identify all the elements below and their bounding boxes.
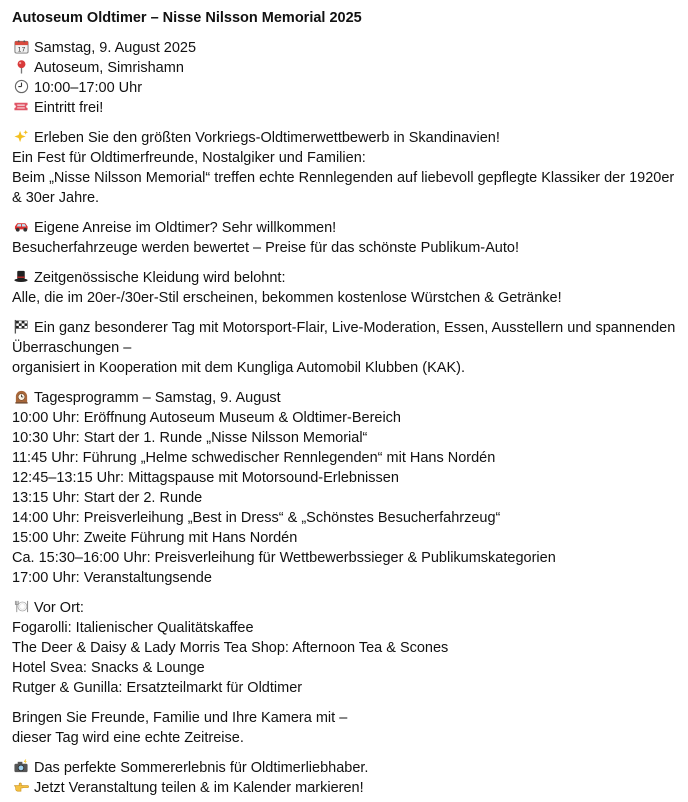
bring-line-2: dieser Tag wird eine echte Zeitreise.	[12, 730, 244, 746]
special-text-1: Ein ganz besonderer Tag mit Motorsport-Flair, Live-Moderation, Essen, Ausstellern und spannenden Überraschungen –	[12, 320, 676, 356]
location-text: Autoseum, Simrishamn	[34, 60, 184, 76]
intro-section	[12, 128, 678, 208]
onsite-item: The Deer & Daisy & Lady Morris Tea Shop: Afternoon Tea & Scones	[12, 640, 449, 656]
closing-text-2: Jetzt Veranstaltung teilen & im Kalender markieren!	[34, 780, 364, 796]
arrival-section	[12, 218, 678, 258]
intro-line-3: Beim „Nisse Nilsson Memorial“ treffen echte Rennlegenden auf liebevoll gepflegte Klassiker der 1920er & 30er Jahre.	[12, 170, 675, 206]
intro-line-1	[12, 128, 678, 148]
arrival-line-2: Besucherfahrzeuge werden bewertet – Preise für das schönste Publikum-Auto!	[12, 240, 519, 256]
program-item: 13:15 Uhr: Start der 2. Runde	[12, 490, 203, 506]
pin-icon	[12, 58, 30, 78]
intro-text-1: Erleben Sie den größten Vorkriegs-Oldtimerwettbewerb in Skandinavien!	[34, 130, 500, 146]
program-heading	[12, 388, 678, 408]
sparkles-icon	[12, 128, 30, 148]
program-item: 14:00 Uhr: Preisverleihung „Best in Dress“ & „Schönstes Besucherfahrzeug“	[12, 510, 501, 526]
mantelpiece-clock-icon	[12, 388, 30, 408]
onsite-item: Rutger & Gunilla: Ersatzteilmarkt für Oldtimer	[12, 680, 303, 696]
program-item: 11:45 Uhr: Führung „Helme schwedischer Rennlegenden“ mit Hans Nordén	[12, 450, 496, 466]
admission-text: Eintritt frei!	[34, 100, 104, 116]
checkered-flag-icon	[12, 318, 30, 338]
clock-icon	[12, 78, 30, 98]
top-hat-icon	[12, 268, 30, 288]
dress-text-1: Zeitgenössische Kleidung wird belohnt:	[34, 270, 286, 286]
pointing-hand-icon	[12, 778, 30, 798]
date-text: Samstag, 9. August 2025	[34, 40, 197, 56]
program-section	[12, 388, 678, 588]
closing-line-1	[12, 758, 678, 778]
program-item: Ca. 15:30–16:00 Uhr: Preisverleihung für Wettbewerbssieger & Publikumskategorien	[12, 550, 556, 566]
time-line	[12, 78, 678, 98]
closing-line-2	[12, 778, 678, 798]
special-line-1	[12, 318, 678, 358]
post-title: Autoseum Oldtimer – Nisse Nilsson Memorial 2025	[12, 10, 362, 26]
program-item: 15:00 Uhr: Zweite Führung mit Hans Nordén	[12, 530, 298, 546]
program-item: 12:45–13:15 Uhr: Mittagspause mit Motorsound-Erlebnissen	[12, 470, 399, 486]
onsite-item: Fogarolli: Italienischer Qualitätskaffee	[12, 620, 254, 636]
onsite-section	[12, 598, 678, 698]
program-item: 10:30 Uhr: Start der 1. Runde „Nisse Nilsson Memorial“	[12, 430, 368, 446]
program-item: 10:00 Uhr: Eröffnung Autoseum Museum & Oldtimer-Bereich	[12, 410, 402, 426]
dress-section	[12, 268, 678, 308]
program-item: 17:00 Uhr: Veranstaltungsende	[12, 570, 212, 586]
calendar-icon	[12, 38, 30, 58]
special-section	[12, 318, 678, 378]
onsite-heading-text: Vor Ort:	[34, 600, 84, 616]
admission-line	[12, 98, 678, 118]
program-heading-text: Tagesprogramm – Samstag, 9. August	[34, 390, 281, 406]
date-line	[12, 38, 678, 58]
camera-flash-icon	[12, 758, 30, 778]
bring-section	[12, 708, 678, 748]
plate-cutlery-icon	[12, 598, 30, 618]
dress-line-1	[12, 268, 678, 288]
time-text: 10:00–17:00 Uhr	[34, 80, 143, 96]
onsite-item: Hotel Svea: Snacks & Lounge	[12, 660, 205, 676]
closing-section	[12, 758, 678, 798]
special-line-2: organisiert in Kooperation mit dem Kungliga Automobil Klubben (KAK).	[12, 360, 465, 376]
arrival-line-1	[12, 218, 678, 238]
event-details	[12, 38, 678, 118]
intro-line-2: Ein Fest für Oldtimerfreunde, Nostalgiker und Familien:	[12, 150, 366, 166]
ticket-icon	[12, 98, 30, 118]
dress-line-2: Alle, die im 20er-/30er-Stil erscheinen, bekommen kostenlose Würstchen & Getränke!	[12, 290, 562, 306]
svg-text:17: 17	[17, 46, 25, 54]
car-icon	[12, 218, 30, 238]
location-line	[12, 58, 678, 78]
onsite-heading	[12, 598, 678, 618]
bring-line-1: Bringen Sie Freunde, Familie und Ihre Kamera mit –	[12, 710, 348, 726]
closing-text-1: Das perfekte Sommererlebnis für Oldtimerliebhaber.	[34, 760, 369, 776]
arrival-text-1: Eigene Anreise im Oldtimer? Sehr willkommen!	[34, 220, 337, 236]
